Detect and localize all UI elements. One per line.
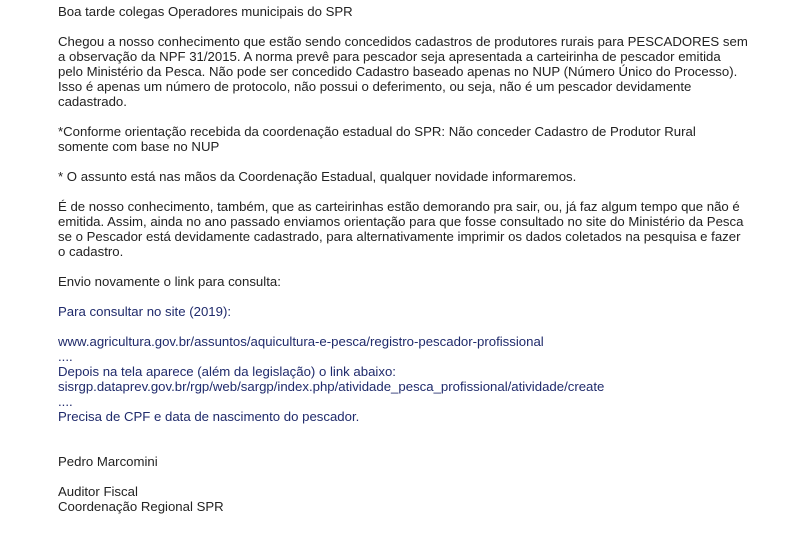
paragraph-state-coordination: * O assunto está nas mãos da Coordenação Estadual, qualquer novidade informaremos.	[58, 169, 577, 184]
separator-dots: ....	[58, 349, 73, 364]
screen-note: Depois na tela aparece (além da legislação) o link abaixo:	[58, 364, 396, 379]
signature-name: Pedro Marcomini	[58, 454, 158, 469]
paragraph-nup-warning: Chegou a nosso conhecimento que estão sendo concedidos cadastros de produtores rurais para PESCADORES sem a observação da NPF 31/2015. A norma prevê para pescador seja apresentada a carteirinha de pescador emitida pelo Ministério da Pesca. Não pode ser concedido Cadastro baseado apenas no NUP (Número Único do Processo). Isso é apenas um número de protocolo, não possui o deferimento, ou seja, não é um pescador devidamente cadastrado.	[58, 34, 748, 109]
greeting: Boa tarde colegas Operadores municipais do SPR	[58, 4, 353, 19]
requirement-note: Precisa de CPF e data de nascimento do pescador.	[58, 409, 360, 424]
link-agricultura[interactable]: www.agricultura.gov.br/assuntos/aquicultura-e-pesca/registro-pescador-profissional	[58, 334, 544, 349]
separator-dots: ....	[58, 394, 73, 409]
paragraph-state-guidance: *Conforme orientação recebida da coordenação estadual do SPR: Não conceder Cadastro de Produtor Rural somente com base no NUP	[58, 124, 696, 154]
email-body	[58, 4, 748, 514]
signature-dept: Coordenação Regional SPR	[58, 499, 224, 514]
paragraph-card-delay: É de nosso conhecimento, também, que as carteirinhas estão demorando pra sair, ou, já faz algum tempo que não é emitida. Assim, ainda no ano passado enviamos orientação para que fosse consultado no site do Ministério da Pesca se o Pescador está devidamente cadastrado, para alternativamente imprimir os dados coletados na pesquisa e fazer o cadastro.	[58, 199, 744, 259]
consult-label: Para consultar no site (2019):	[58, 304, 231, 319]
signature-title: Auditor Fiscal	[58, 484, 138, 499]
link-intro: Envio novamente o link para consulta:	[58, 274, 281, 289]
link-sisrgp[interactable]: sisrgp.dataprev.gov.br/rgp/web/sargp/index.php/atividade_pesca_profissional/atividade/create	[58, 379, 605, 394]
